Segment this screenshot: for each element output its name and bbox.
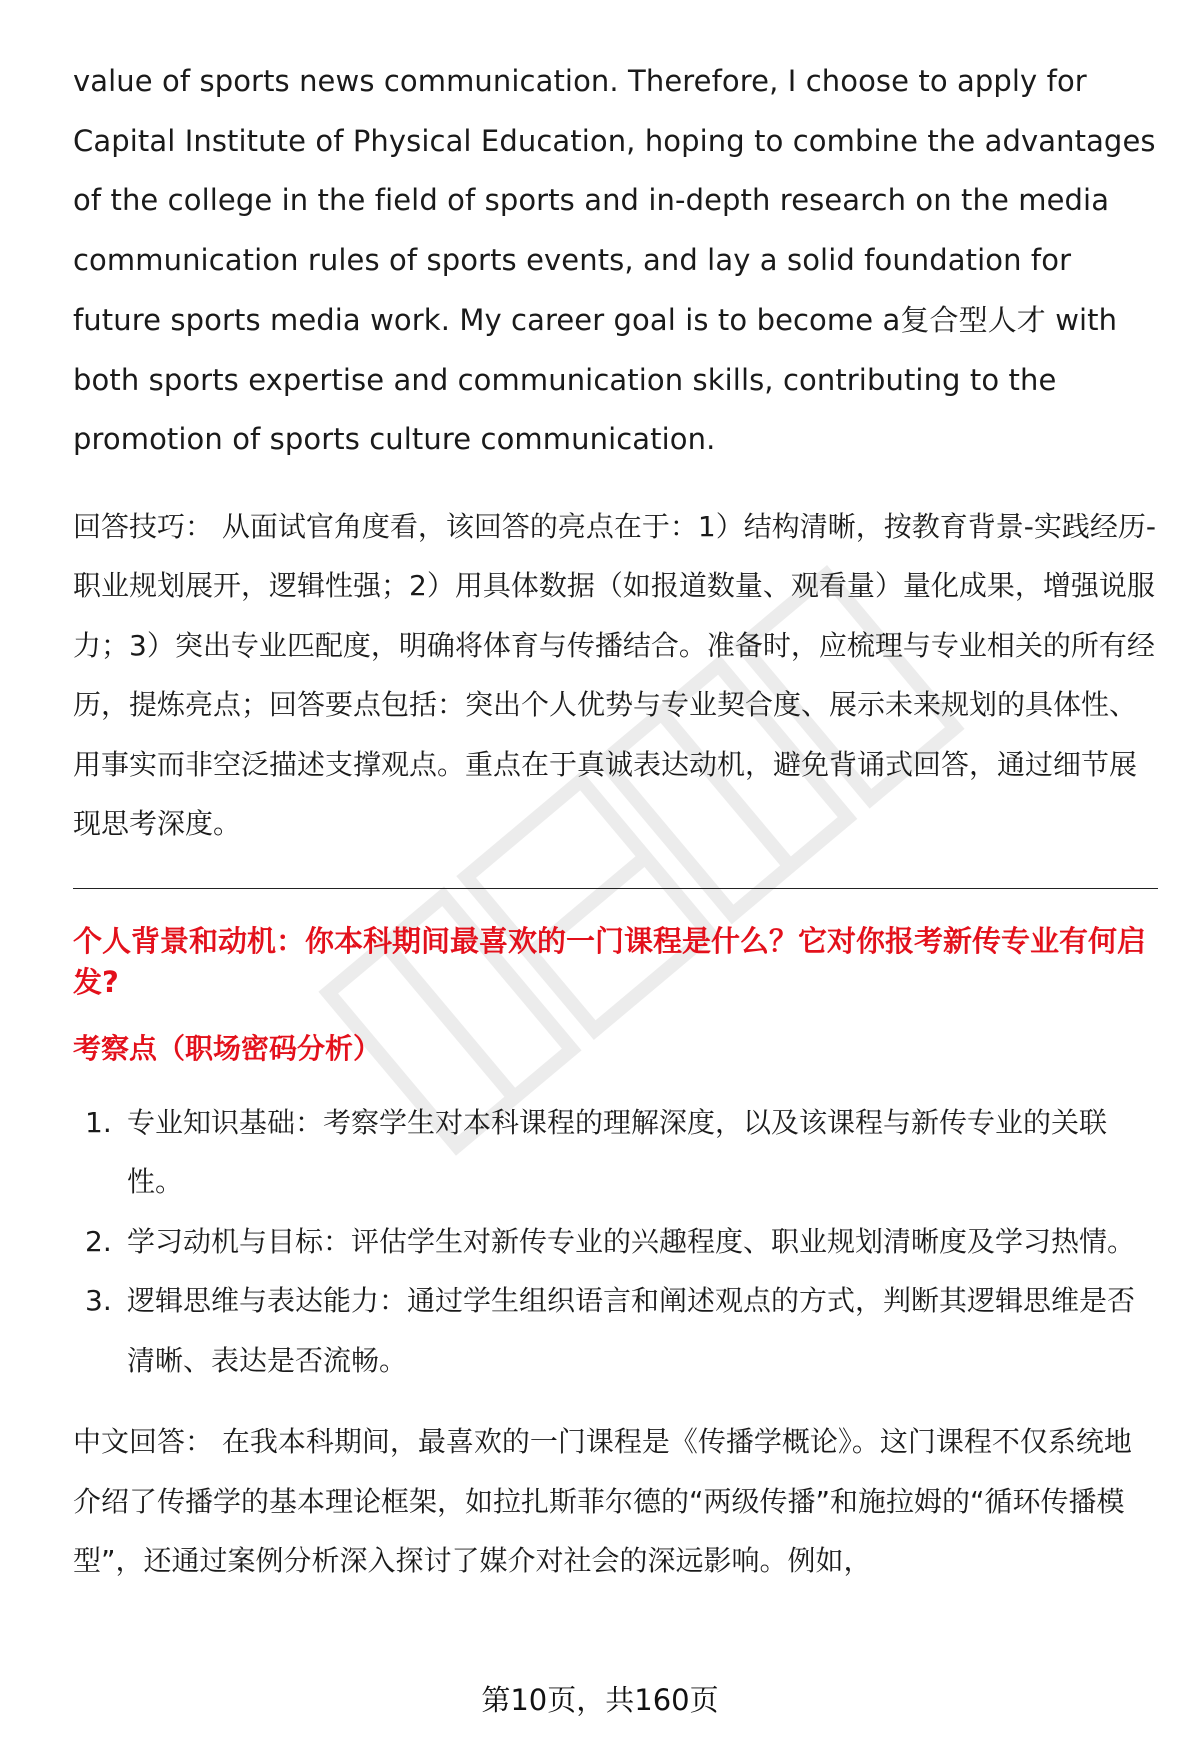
list-item-number: 2. [85, 1224, 112, 1258]
english-answer-paragraph: value of sports news communication. Therefore, I choose to apply for Capital Institute of Physical Education, hoping to combine the advantages of the college in the field of sports and in-depth research on the media communication rules of sports events, and lay a solid foundation for future sports media work. My career goal is to become a复合型人才 with both sports expertise and communication skills, contributing to the promotion of sports culture communication. [73, 64, 1156, 457]
list-item [73, 1093, 1158, 1212]
list-item-number: 3. [85, 1284, 112, 1318]
chinese-answer-text: 在我本科期间，最喜欢的一门课程是《传播学概论》。这门课程不仅系统地介绍了传播学的基本理论框架，如拉扎斯菲尔德的“两级传播”和施拉姆的“循环传播模型”，还通过案例分析深入探讨了媒介对社会的深远影响。例如， [73, 1425, 1132, 1578]
page-footer: 第10页，共160页 [481, 1683, 719, 1717]
analysis-points-list [73, 1093, 1158, 1391]
question-heading: 个人背景和动机：你本科期间最喜欢的一门课程是什么？它对你报考新传专业有何启发? [73, 923, 1147, 999]
analysis-heading: 考察点（职场密码分析） [73, 1031, 382, 1065]
list-item-number: 1. [85, 1105, 112, 1139]
answer-tips-paragraph [73, 497, 1158, 854]
section-divider [73, 888, 1158, 889]
list-item-text: 学习动机与目标：评估学生对新传专业的兴趣程度、职业规划清晰度及学习热情。 [127, 1224, 1136, 1258]
list-item-text: 专业知识基础：考察学生对本科课程的理解深度，以及该课程与新传专业的关联性。 [127, 1105, 1108, 1199]
page-content [73, 52, 1158, 1591]
answer-tips-text: 从面试官角度看，该回答的亮点在于：1）结构清晰，按教育背景-实践经历-职业规划展开，逻辑性强；2）用具体数据（如报道数量、观看量）量化成果，增强说服力；3）突出专业匹配度，明确将体育与传播结合。准备时，应梳理与专业相关的所有经历，提炼亮点；回答要点包括：突出个人优势与专业契合度、展示未来规划的具体性、用事实而非空泛描述支撑观点。重点在于真诚表达动机，避免背诵式回答，通过细节展现思考深度。 [73, 509, 1156, 841]
chinese-answer-paragraph [73, 1412, 1158, 1591]
chinese-answer-label: 中文回答： [73, 1425, 214, 1459]
list-item [73, 1212, 1158, 1272]
list-item-text: 逻辑思维与表达能力：通过学生组织语言和阐述观点的方式，判断其逻辑思维是否清晰、表达是否流畅。 [127, 1284, 1136, 1377]
list-item [73, 1271, 1158, 1390]
answer-tips-label: 回答技巧： [73, 509, 214, 543]
